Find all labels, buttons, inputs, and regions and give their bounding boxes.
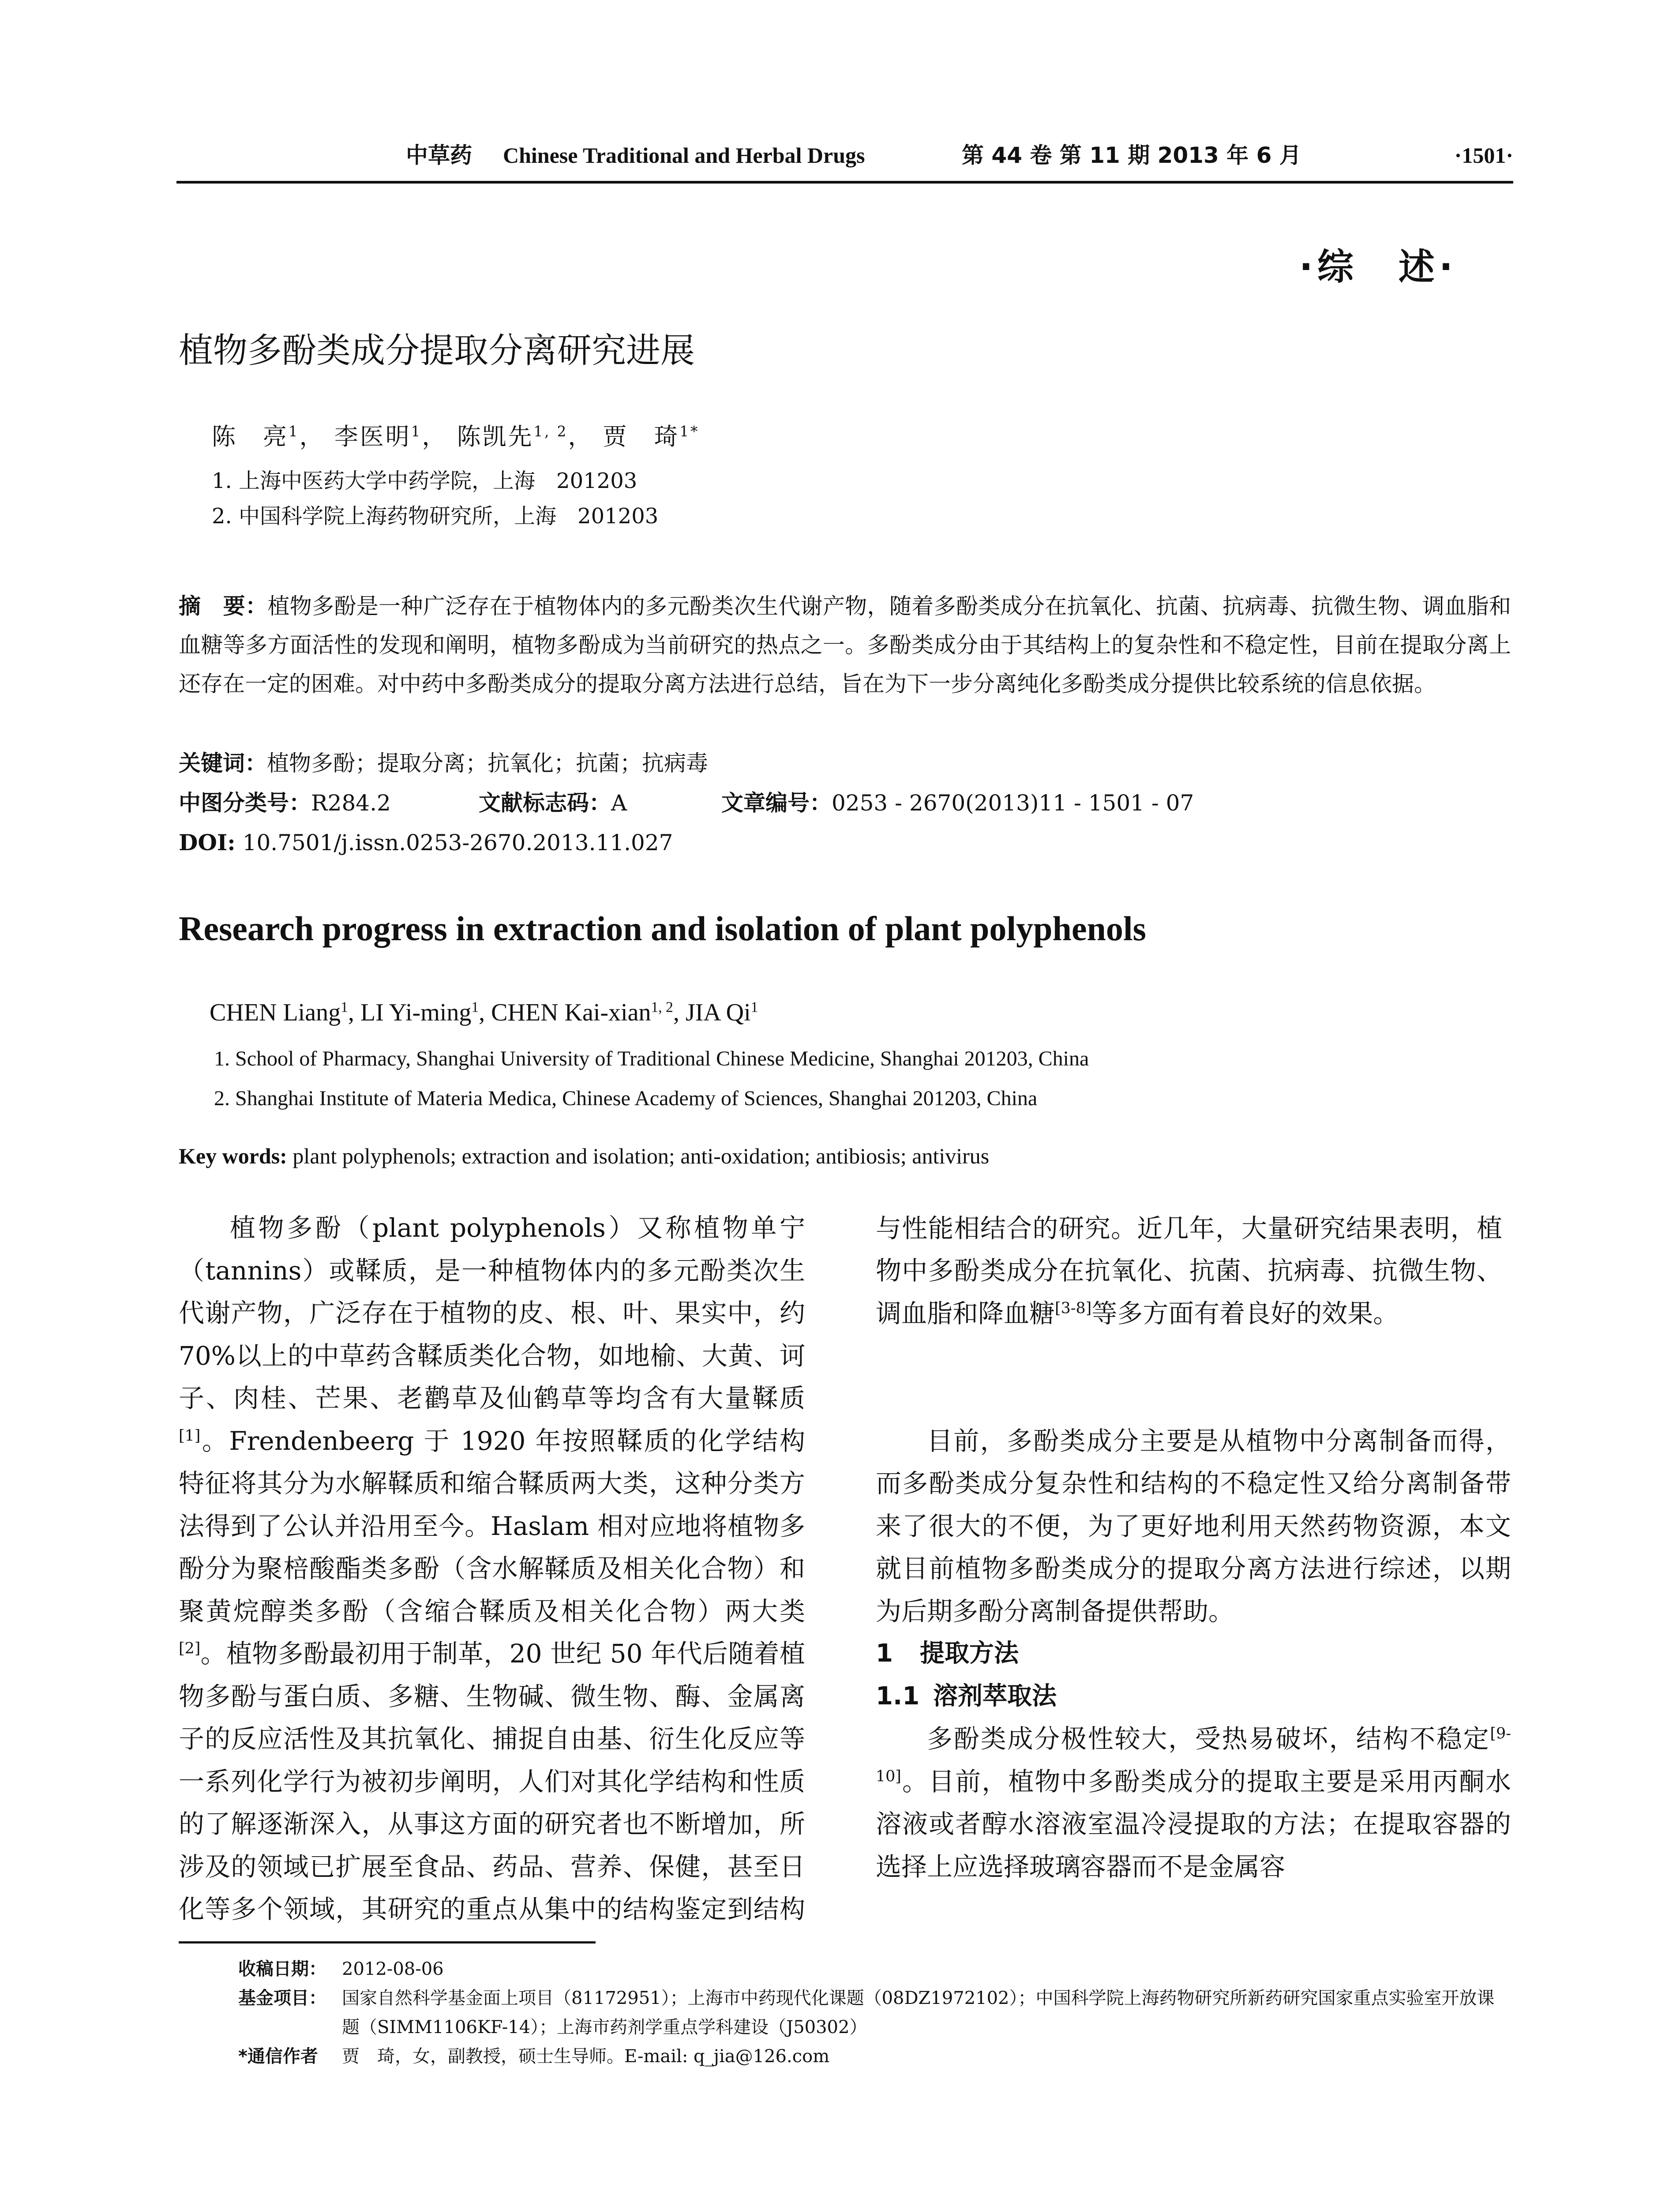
section-number: 1 (876, 1639, 893, 1668)
received-label: 收稿日期： (238, 1959, 326, 1979)
body-text: 与性能相结合的研究。近几年，大量研究结果表明，植物中多酚类成分在抗氧化、抗菌、抗病毒、抗微生物、调血脂和降血糖 (876, 1213, 1502, 1328)
citation: [2] (179, 1639, 201, 1658)
body-paragraph-3 (876, 1718, 1511, 1888)
article-number-field (721, 785, 1194, 821)
subsection-number: 1.1 (876, 1681, 920, 1711)
doi-label: DOI: (179, 829, 236, 855)
body-text: 。植物多酚最初用于制革，20 世纪 50 年代后随着植物多酚与蛋白质、多糖、生物碱、微生物、酶、金属离子的反应活性及其抗氧化、捕捉自由基、衍生化反应等一系列化学行为被初步阐明，人们对其化学结构和性质的了解逐渐深入，从事这方面的研究者也不断增加，所涉及的领域已扩展至食品、药品、营养、保健，甚至日化等多个领域，其研究的重点从集中的结构鉴定到结构 (179, 1639, 805, 1924)
en-keywords (179, 1138, 989, 1174)
section-label: ·综 述· (1299, 246, 1457, 288)
en-author-affil-mark: 1 (471, 999, 479, 1016)
cn-author-affil-mark: 1, 2 (533, 423, 568, 440)
en-title: Research progress in extraction and isolation of plant polyphenols (179, 909, 1146, 948)
en-author: CHEN Liang (210, 999, 341, 1026)
en-author: LI Yi-ming (360, 999, 472, 1026)
cn-title: 植物多酚类成分提取分离研究进展 (179, 331, 695, 371)
body-column-left (179, 1207, 805, 1930)
section-title: 提取方法 (920, 1639, 1019, 1668)
fund-label: 基金项目： (238, 1988, 326, 2008)
cn-author-list: 陈 亮$^1$， 李医明$^1$， 陈凯先$^{1, 2}$， 贾 琦$^{1*}$ (212, 423, 700, 450)
footnote-received (238, 1955, 1509, 1984)
citation: [9-10] (876, 1725, 1511, 1786)
section-heading-1-1 (876, 1675, 1511, 1718)
keywords-label: 关键词： (179, 750, 267, 776)
received-value: 2012-08-06 (342, 1959, 444, 1979)
cn-affiliation-2: 2. 中国科学院上海药物研究所，上海 201203 (212, 504, 659, 529)
page-number: ·1501· (1454, 143, 1513, 168)
article-number-label: 文章编号： (721, 790, 832, 816)
body-column-right (876, 1207, 1511, 1888)
en-author-list: CHEN Liang$^1$, LI Yi-ming$^1$, CHEN Kai-xian$^{1, 2}$, JIA Qi$^1$ (210, 999, 758, 1026)
journal-name-en: Chinese Traditional and Herbal Drugs (503, 143, 865, 168)
citation: [1] (179, 1427, 201, 1445)
en-author: CHEN Kai-xian (491, 999, 651, 1026)
clc-label: 中图分类号： (179, 790, 311, 816)
section-heading-1 (876, 1632, 1511, 1675)
body-paragraph-1-continued (876, 1207, 1502, 1335)
en-author-affil-mark: 1, 2 (651, 999, 673, 1016)
clc-value: R284.2 (311, 790, 391, 816)
en-author-affil-mark: 1 (341, 999, 348, 1016)
issue-info: 第 44 卷 第 11 期 2013 年 6 月 (962, 143, 1301, 168)
doc-code-field (479, 785, 627, 821)
footnote-corresponding (238, 2042, 1509, 2071)
en-author: JIA Qi (685, 999, 751, 1026)
corresponding-label: *通信作者 (238, 2046, 318, 2067)
body-paragraph-2: 目前，多酚类成分主要是从植物中分离制备而得，而多酚类成分复杂性和结构的不稳定性又给分离制备带来了很大的不便，为了更好地利用天然药物资源，本文就目前植物多酚类成分的提取分离方法进行综述，以期为后期多酚分离制备提供帮助。 (876, 1426, 1511, 1626)
footnotes (238, 1955, 1509, 2071)
cn-author-affil-mark: 1* (679, 423, 700, 440)
cn-abstract (179, 587, 1511, 703)
footnote-rule (179, 1941, 596, 1943)
journal-name-cn: 中草药 (406, 143, 472, 168)
cn-author-affil-mark: 1 (411, 423, 422, 440)
body-text: 多酚类成分极性较大，受热易破坏，结构不稳定 (927, 1724, 1490, 1754)
abstract-text: 植物多酚是一种广泛存在于植物体内的多元酚类次生代谢产物，随着多酚类成分在抗氧化、抗菌、抗病毒、抗微生物、调血脂和血糖等多方面活性的发现和阐明，植物多酚成为当前研究的热点之一。多酚类成分由于其结构上的复杂性和不稳定性，目前在提取分离上还存在一定的困难。对中药中多酚类成分的提取分离方法进行总结，旨在为下一步分离纯化多酚类成分提供比较系统的信息依据。 (179, 593, 1511, 697)
body-text: 。Frendenbeerg 于 1920 年按照鞣质的化学结构特征将其分为水解鞣质和缩合鞣质两大类，这种分类方法得到了公认并沿用至今。Haslam 相对应地将植物多酚分为聚棓酸酯类多酚（含水解鞣质及相关化合物）和聚黄烷醇类多酚（含缩合鞣质及相关化合物）两大类 (179, 1426, 805, 1626)
body-text: 等多方面有着良好的效果。 (1091, 1298, 1399, 1328)
cn-affiliation-1: 1. 上海中医药大学中药学院，上海 201203 (212, 469, 638, 493)
doc-code-label: 文献标志码： (479, 790, 611, 816)
clc-field (179, 785, 391, 821)
cn-author: 李医明 (334, 423, 411, 450)
cn-author: 陈 亮 (212, 423, 289, 450)
fund-value: 国家自然科学基金面上项目（81172951）；上海市中药现代化课题（08DZ1972102）；中国科学院上海药物研究所新药研究国家重点实验室开放课题（SIMM1106KF-14）；上海市药剂学重点学科建设（J50302） (342, 1988, 1495, 2037)
en-keywords-text: plant polyphenols; extraction and isolation; anti-oxidation; antibiosis; antivirus (292, 1144, 990, 1168)
footnote-fund (238, 1984, 1509, 2042)
citation: [3-8] (1055, 1299, 1092, 1317)
cn-author: 陈凯先 (457, 423, 534, 450)
keywords-text: 植物多酚；提取分离；抗氧化；抗菌；抗病毒 (267, 750, 708, 776)
en-author-affil-mark: 1 (750, 999, 758, 1016)
article-number-value: 0253 - 2670(2013)11 - 1501 - 07 (832, 790, 1194, 816)
en-keywords-label: Key words: (179, 1144, 287, 1168)
doi-value: 10.7501/j.issn.0253-2670.2013.11.027 (242, 830, 673, 855)
body-text: 植物多酚（plant polyphenols）又称植物单宁（tannins）或鞣质，是一种植物体内的多元酚类次生代谢产物，广泛存在于植物的皮、根、叶、果实中，约 70%以上的中草药含鞣质类化合物，如地榆、大黄、诃子、肉桂、芒果、老鹳草及仙鹤草等均含有大量鞣质 (179, 1213, 805, 1413)
cn-keywords (179, 746, 708, 781)
en-affiliation-1: 1. School of Pharmacy, Shanghai University of Traditional Chinese Medicine, Shanghai 201203, China (214, 1047, 1089, 1070)
body-paragraph-1-continuation (876, 1207, 1502, 1420)
cn-author-affil-mark: 1 (289, 423, 300, 440)
cn-author: 贾 琦 (603, 423, 680, 450)
doc-code-value: A (611, 790, 627, 816)
running-header (176, 138, 1513, 182)
subsection-title: 溶剂萃取法 (933, 1681, 1057, 1711)
en-affiliation-2: 2. Shanghai Institute of Materia Medica, Chinese Academy of Sciences, Shanghai 201203, China (214, 1087, 1038, 1110)
body-paragraph-1 (179, 1207, 805, 1930)
header-rule (176, 181, 1513, 184)
corresponding-value: 贾 琦，女，副教授，硕士生导师。E-mail: q_jia@126.com (342, 2046, 830, 2067)
body-text: 。目前，植物中多酚类成分的提取主要是采用丙酮水溶液或者醇水溶液室温冷浸提取的方法；在提取容器的选择上应选择玻璃容器而不是金属容 (876, 1766, 1511, 1882)
cn-classification (179, 785, 1511, 821)
abstract-label: 摘 要： (179, 593, 268, 619)
doi-line (179, 825, 673, 860)
